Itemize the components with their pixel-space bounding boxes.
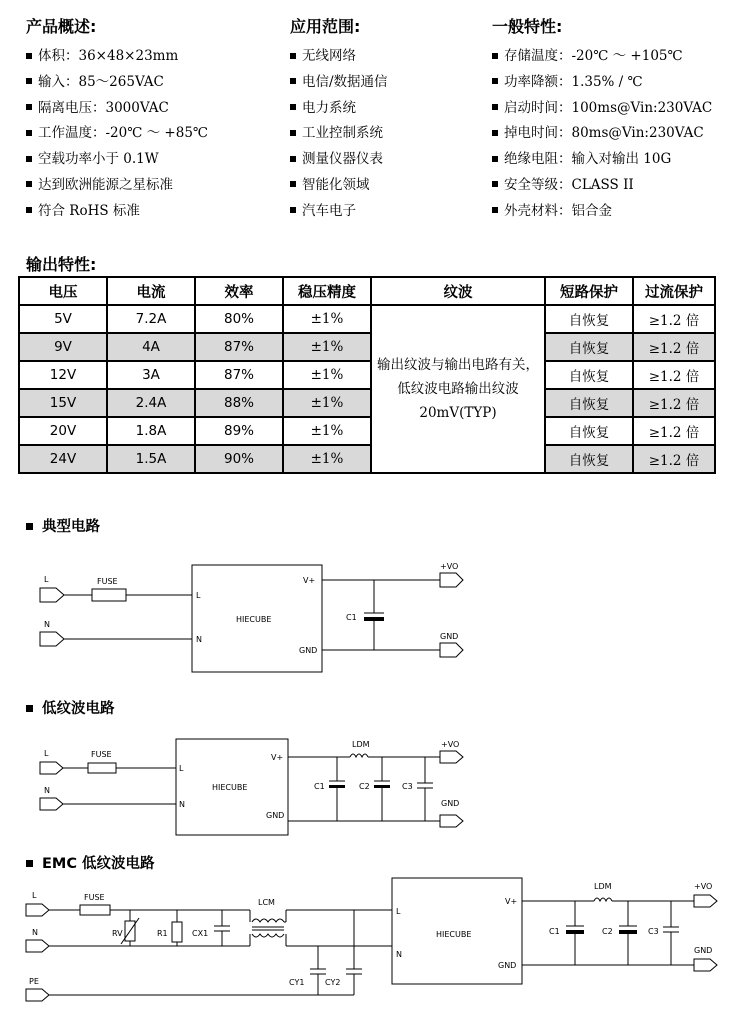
inductor-ldm	[594, 898, 612, 901]
low-ripple-circuit-title: 低纹波电路	[26, 697, 115, 718]
terminal-gnd	[440, 815, 463, 827]
label-l: L	[44, 749, 49, 758]
label-gnd-pin: GND	[299, 646, 318, 655]
list-item: 无线网络	[290, 44, 388, 70]
label-r1: R1	[157, 929, 168, 938]
header-ripple: 纹波	[371, 277, 545, 305]
fuse-symbol	[92, 589, 126, 601]
label-c3: C3	[402, 782, 413, 791]
label-ldm: LDM	[594, 882, 612, 891]
label-vo: +VO	[440, 562, 459, 571]
cell-current: 3A	[107, 361, 195, 389]
cell-voltage: 9V	[19, 333, 107, 361]
typical-circuit-title: 典型电路	[26, 515, 100, 536]
list-item: 安全等级：CLASS II	[492, 173, 712, 199]
table-header-row	[19, 277, 715, 305]
low-ripple-circuit-diagram	[0, 735, 743, 840]
header-short-protection: 短路保护	[545, 277, 633, 305]
cell-regulation: ±1%	[283, 417, 371, 445]
terminal-n	[40, 798, 63, 810]
label-module: HIECUBE	[436, 930, 472, 939]
list-item: 掉电时间：80ms@Vin:230VAC	[492, 121, 712, 147]
fuse-symbol	[80, 905, 110, 915]
cell-current: 4A	[107, 333, 195, 361]
terminal-vo	[440, 573, 463, 587]
overview-title: 产品概述:	[26, 17, 97, 36]
cell-regulation: ±1%	[283, 305, 371, 333]
cell-short-protection: 自恢复	[545, 333, 633, 361]
capacitor-c2	[619, 930, 637, 934]
label-l: L	[32, 891, 37, 900]
label-module: HIECUBE	[212, 783, 248, 792]
terminal-gnd	[440, 643, 463, 657]
label-fuse: FUSE	[84, 893, 105, 902]
label-c1: C1	[314, 782, 325, 791]
label-n: N	[44, 620, 50, 629]
list-item: 符合 RoHS 标准	[26, 199, 208, 225]
cell-voltage: 5V	[19, 305, 107, 333]
label-fuse: FUSE	[97, 577, 118, 586]
table-row	[19, 417, 715, 445]
list-item: 工作温度：-20℃ ～ +85℃	[26, 121, 208, 147]
label-cy2: CY2	[325, 978, 341, 987]
label-gnd-pin: GND	[266, 811, 285, 820]
list-item: 工业控制系统	[290, 121, 388, 147]
list-item: 达到欧洲能源之星标准	[26, 173, 208, 199]
cell-voltage: 12V	[19, 361, 107, 389]
label-n: N	[44, 786, 50, 795]
list-item: 绝缘电阻：输入对输出 10G	[492, 147, 712, 173]
cell-short-protection: 自恢复	[545, 417, 633, 445]
list-item: 电信/数据通信	[290, 70, 388, 96]
list-item: 功率降额：1.35% / ℃	[492, 70, 712, 96]
cell-overcurrent-protection: ≥1.2 倍	[633, 333, 715, 361]
label-module: HIECUBE	[236, 615, 272, 624]
applications-section	[290, 16, 388, 225]
list-item: 存储温度：-20℃ ～ +105℃	[492, 44, 712, 70]
terminal-l	[26, 904, 49, 916]
list-item: 测量仪器仪表	[290, 147, 388, 173]
list-item: 输入：85～265VAC	[26, 70, 208, 96]
choke-lcm-top	[252, 919, 284, 922]
label-module-l: L	[396, 907, 401, 916]
label-pe: PE	[29, 977, 39, 986]
label-c1: C1	[346, 613, 357, 622]
general-section	[492, 16, 712, 225]
cell-efficiency: 89%	[195, 417, 283, 445]
cell-current: 7.2A	[107, 305, 195, 333]
emc-circuit-diagram	[0, 876, 743, 1006]
table-row	[19, 389, 715, 417]
header-efficiency: 效率	[195, 277, 283, 305]
list-item: 电力系统	[290, 96, 388, 122]
label-gnd: GND	[441, 799, 460, 808]
terminal-vo	[694, 895, 717, 907]
choke-lcm-bottom	[252, 934, 284, 937]
table-row	[19, 333, 715, 361]
table-row	[19, 361, 715, 389]
cell-short-protection: 自恢复	[545, 389, 633, 417]
output-spec-table	[18, 276, 716, 474]
label-c3: C3	[648, 927, 659, 936]
list-item: 启动时间：100ms@Vin:230VAC	[492, 96, 712, 122]
inductor-ldm	[350, 754, 368, 757]
cell-current: 2.4A	[107, 389, 195, 417]
cell-efficiency: 87%	[195, 361, 283, 389]
cell-current: 1.8A	[107, 417, 195, 445]
emc-circuit-title: EMC 低纹波电路	[26, 852, 155, 873]
cell-voltage: 20V	[19, 417, 107, 445]
label-module-n: N	[179, 800, 185, 809]
label-module-l: L	[196, 591, 201, 600]
cell-voltage: 24V	[19, 445, 107, 473]
label-c2: C2	[602, 927, 613, 936]
capacitor-c2	[374, 785, 390, 788]
terminal-l	[40, 762, 63, 774]
label-lcm: LCM	[258, 898, 275, 907]
cell-regulation: ±1%	[283, 361, 371, 389]
label-vplus: V+	[505, 897, 518, 906]
label-cy1: CY1	[289, 978, 305, 987]
cell-regulation: ±1%	[283, 333, 371, 361]
label-module-l: L	[179, 764, 184, 773]
cell-short-protection: 自恢复	[545, 361, 633, 389]
terminal-gnd	[694, 959, 717, 971]
cell-short-protection: 自恢复	[545, 445, 633, 473]
terminal-n	[26, 940, 49, 952]
label-vplus: V+	[271, 753, 284, 762]
header-voltage: 电压	[19, 277, 107, 305]
label-gnd: GND	[694, 946, 713, 955]
cell-short-protection: 自恢复	[545, 305, 633, 333]
label-gnd-pin: GND	[498, 961, 517, 970]
cell-current: 1.5A	[107, 445, 195, 473]
cell-overcurrent-protection: ≥1.2 倍	[633, 445, 715, 473]
header-overcurrent-protection: 过流保护	[633, 277, 715, 305]
list-item: 智能化领域	[290, 173, 388, 199]
typical-circuit-diagram	[0, 560, 743, 670]
label-n: N	[32, 928, 38, 937]
list-item: 隔离电压：3000VAC	[26, 96, 208, 122]
output-title: 输出特性:	[26, 255, 97, 274]
cell-overcurrent-protection: ≥1.2 倍	[633, 417, 715, 445]
cell-overcurrent-protection: ≥1.2 倍	[633, 305, 715, 333]
cell-efficiency: 88%	[195, 389, 283, 417]
header-regulation: 稳压精度	[283, 277, 371, 305]
cell-ripple-note: 输出纹波与输出电路有关，低纹波电路输出纹波 20mV(TYP)	[371, 305, 545, 473]
label-l: L	[44, 575, 49, 584]
cell-regulation: ±1%	[283, 389, 371, 417]
terminal-l	[40, 588, 64, 602]
label-gnd: GND	[440, 632, 459, 641]
fuse-symbol	[88, 763, 116, 773]
cell-efficiency: 87%	[195, 333, 283, 361]
label-fuse: FUSE	[91, 750, 112, 759]
general-title: 一般特性:	[492, 17, 563, 36]
label-module-n: N	[396, 950, 402, 959]
cell-efficiency: 80%	[195, 305, 283, 333]
capacitor-c1	[364, 617, 384, 621]
terminal-pe	[26, 989, 49, 1001]
label-ldm: LDM	[352, 740, 370, 749]
cell-efficiency: 90%	[195, 445, 283, 473]
label-vplus: V+	[303, 576, 316, 585]
list-item: 汽车电子	[290, 199, 388, 225]
cell-overcurrent-protection: ≥1.2 倍	[633, 361, 715, 389]
terminal-n	[40, 632, 64, 646]
capacitor-c1	[566, 930, 584, 934]
label-vo: +VO	[441, 740, 460, 749]
label-c2: C2	[359, 782, 370, 791]
label-c1: C1	[549, 927, 560, 936]
list-item: 体积：36×48×23mm	[26, 44, 208, 70]
cell-regulation: ±1%	[283, 445, 371, 473]
header-current: 电流	[107, 277, 195, 305]
label-cx1: CX1	[192, 929, 209, 938]
table-row	[19, 445, 715, 473]
terminal-vo	[440, 751, 463, 763]
label-rv: RV	[112, 929, 123, 938]
label-vo: +VO	[694, 882, 713, 891]
table-row	[19, 305, 715, 333]
cell-overcurrent-protection: ≥1.2 倍	[633, 389, 715, 417]
list-item: 外壳材料：铝合金	[492, 199, 712, 225]
resistor-r1	[172, 922, 182, 942]
list-item: 空载功率小于 0.1W	[26, 147, 208, 173]
overview-section	[26, 16, 208, 225]
cell-voltage: 15V	[19, 389, 107, 417]
label-module-n: N	[196, 635, 202, 644]
applications-title: 应用范围:	[290, 17, 361, 36]
capacitor-c1	[329, 785, 345, 788]
